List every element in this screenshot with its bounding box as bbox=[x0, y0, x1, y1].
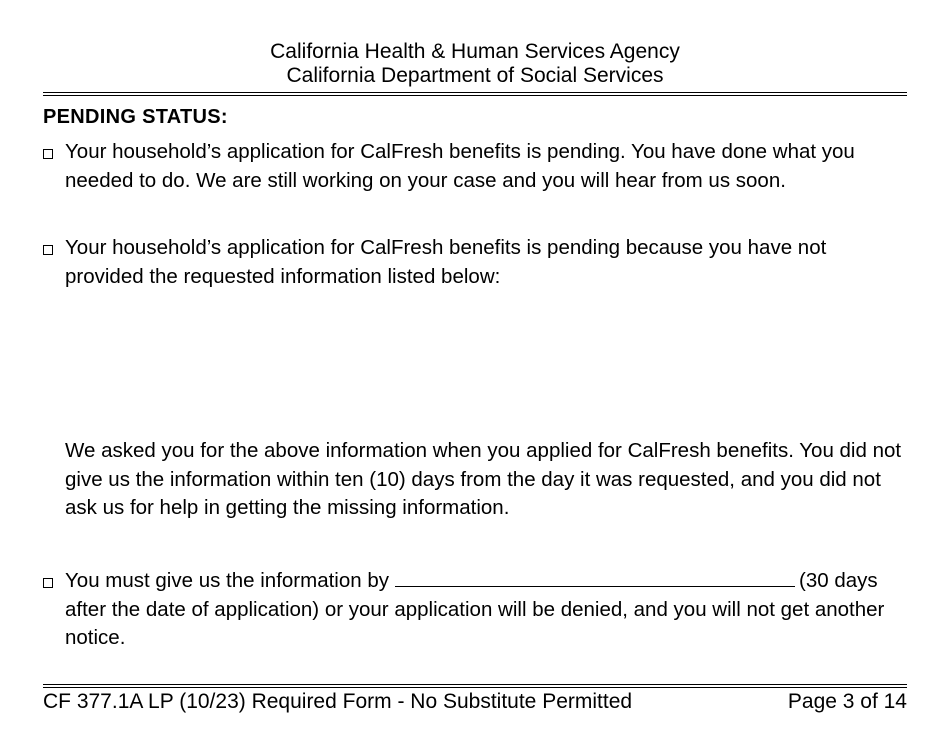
explanation-paragraph: We asked you for the above information when you applied for CalFresh benefits. You did not give us the information within ten (10) days from the day it was requested, and you did not ask us for help in getting the missing information. bbox=[65, 439, 902, 520]
status-option-deadline bbox=[43, 567, 907, 653]
option-text: Your household’s application for CalFresh benefits is pending because you have not provided the requested information listed below: bbox=[65, 236, 827, 288]
deadline-text-after: (30 days after the date of application) or your application will be denied, and you will not get another notice. bbox=[65, 569, 885, 650]
document-page bbox=[43, 0, 907, 735]
deadline-text-before: You must give us the information by bbox=[65, 569, 390, 592]
option-text: Your household’s application for CalFresh benefits is pending. You have done what you needed to do. We are still working on your case and you will hear from us soon. bbox=[65, 140, 855, 192]
footer-divider bbox=[43, 684, 907, 688]
department-name: California Department of Social Services bbox=[286, 64, 664, 87]
section-title: PENDING STATUS: bbox=[43, 106, 228, 128]
form-id: CF 377.1A LP (10/23) Required Form - No Substitute Permitted bbox=[43, 690, 633, 713]
checkbox-pending-info[interactable] bbox=[43, 245, 53, 255]
header-divider bbox=[43, 92, 907, 96]
option-text bbox=[65, 567, 907, 653]
checkbox-pending-complete[interactable] bbox=[43, 149, 53, 159]
status-option-pending-info bbox=[43, 234, 907, 291]
agency-name: California Health & Human Services Agency bbox=[270, 40, 680, 63]
checkbox-deadline[interactable] bbox=[43, 578, 53, 588]
status-option-pending-complete bbox=[43, 138, 907, 195]
agency-header bbox=[43, 40, 907, 88]
deadline-date-field[interactable] bbox=[395, 568, 795, 587]
page-number: Page 3 of 14 bbox=[787, 690, 907, 713]
